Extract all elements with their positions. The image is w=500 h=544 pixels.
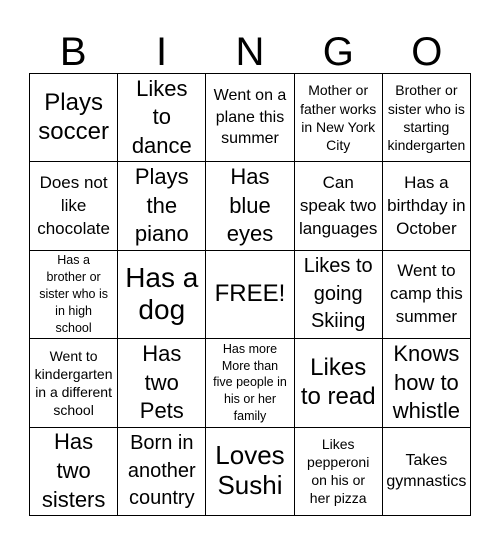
bingo-cell[interactable] [118,74,206,162]
cell-text: Likes to read [300,354,376,410]
cell-text: Has more More than five people in his or her family [213,341,287,424]
bingo-cell[interactable] [118,339,206,427]
bingo-cell[interactable] [383,74,471,162]
bingo-cell[interactable] [206,74,294,162]
cell-text: Went on a plane this summer [213,87,287,148]
cell-text: Has a dog [125,262,199,326]
cell-text: Has a birthday in October [387,172,466,238]
bingo-cell[interactable] [383,162,471,250]
bingo-cell[interactable] [295,428,383,516]
cell-text: Has a brother or sister who is in high school [39,253,108,335]
bingo-cell[interactable] [206,162,294,250]
header-letter-b: B [59,30,87,74]
free-space[interactable] [206,251,294,339]
bingo-cell[interactable] [295,339,383,427]
bingo-header [29,30,471,74]
bingo-cell[interactable] [383,428,471,516]
cell-text: Has two Pets [139,341,184,424]
header-letter-n: N [235,30,265,74]
bingo-cell[interactable] [206,428,294,516]
cell-text: Can speak two languages [298,172,378,238]
header-letter-i: I [156,30,168,74]
cell-text: FREE! [214,280,286,308]
cell-text: Went to camp this summer [390,261,463,326]
bingo-cell[interactable] [295,162,383,250]
bingo-cell[interactable] [206,339,294,427]
bingo-cell[interactable] [118,162,206,250]
cell-text: Knows how to whistle [392,341,461,424]
cell-text: Brother or sister who is starting kindergarten [387,82,466,153]
cell-text: Likes pepperoni on his or her pizza [307,435,370,507]
cell-text: Takes gymnastics [386,451,467,491]
bingo-cell[interactable] [383,339,471,427]
header-letter-o: O [411,30,443,74]
bingo-cell[interactable] [30,428,118,516]
header-letter-g: G [322,30,354,74]
bingo-cell[interactable] [30,339,118,427]
bingo-cell[interactable] [295,251,383,339]
cell-text: Went to kindergarten in a different school [34,347,113,419]
bingo-board [29,73,471,516]
bingo-cell[interactable] [383,251,471,339]
cell-text: Plays the piano [134,164,189,247]
cell-text: Likes to going Skiing [303,255,373,333]
cell-text: Loves Sushi [215,440,285,501]
bingo-cell[interactable] [295,74,383,162]
cell-text: Has blue eyes [226,164,274,247]
cell-text: Mother or father works in New York City [300,82,377,153]
bingo-cell[interactable] [30,251,118,339]
cell-text: Plays soccer [38,88,109,145]
bingo-cell[interactable] [30,162,118,250]
bingo-cell[interactable] [118,251,206,339]
bingo-cell[interactable] [118,428,206,516]
cell-text: Likes to dance [131,75,192,158]
cell-text: Has two sisters [41,429,106,512]
cell-text: Does not like chocolate [37,172,110,238]
bingo-cell[interactable] [30,74,118,162]
cell-text: Born in another country [127,431,196,510]
